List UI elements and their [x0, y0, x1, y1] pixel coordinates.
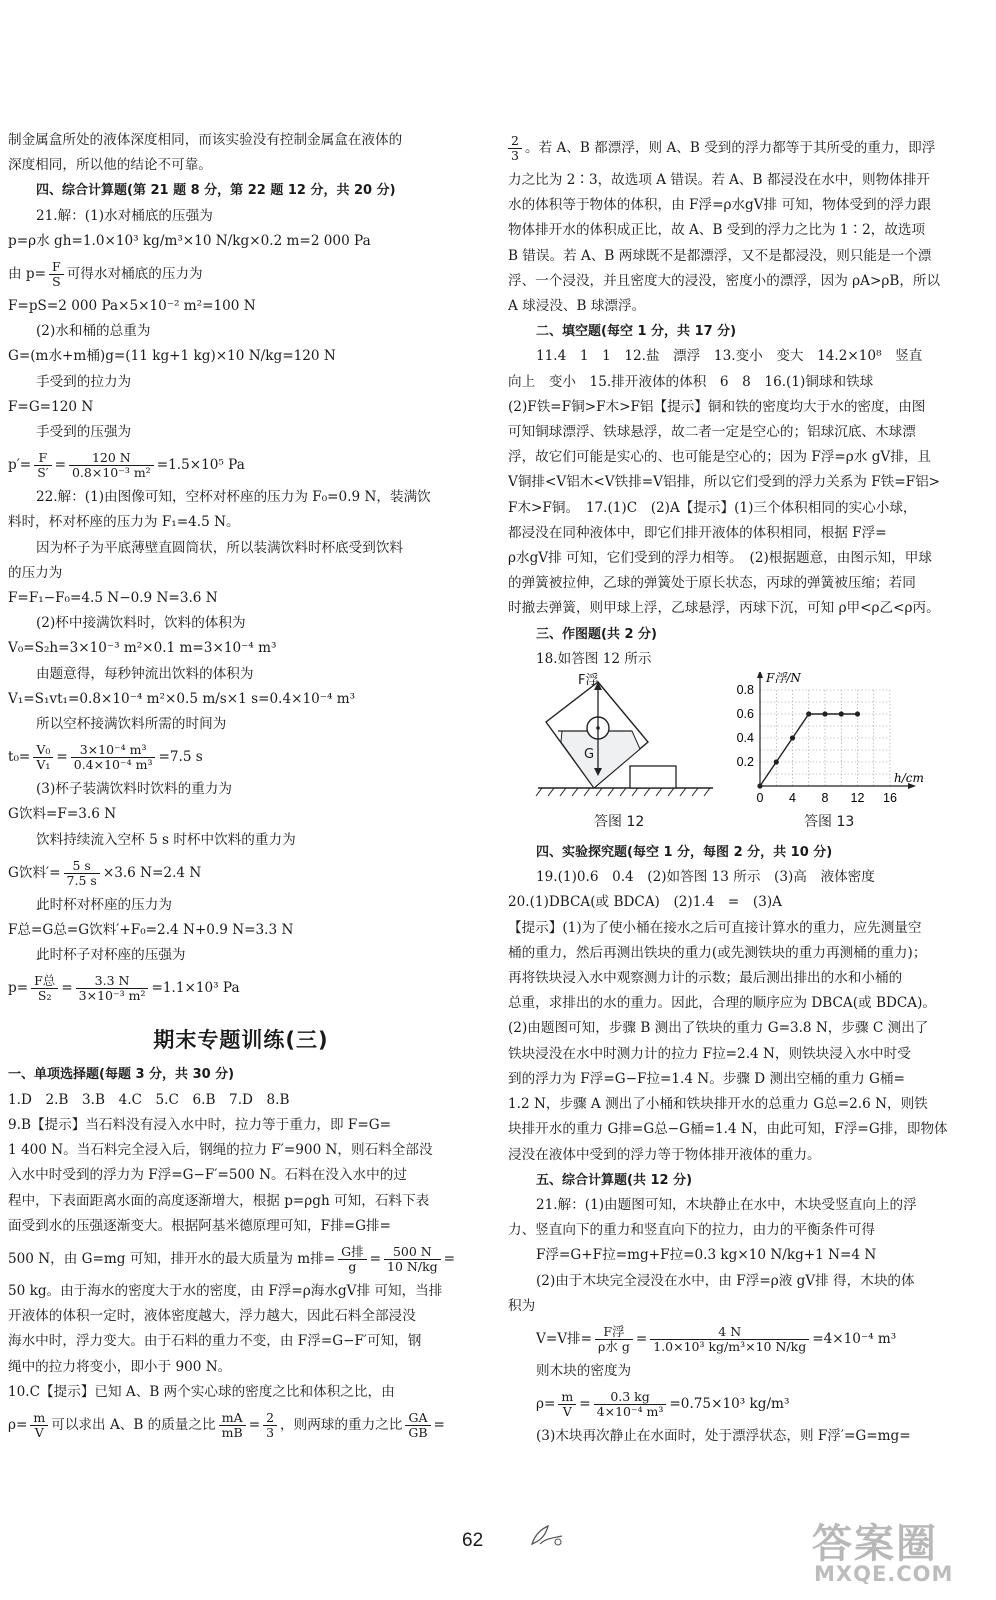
- denominator: S: [52, 274, 61, 290]
- answer-line: 20.(1)DBCA(或 BDCA) (2)1.4 = (3)A: [508, 894, 782, 911]
- section-heading: 一、单项选择题(每题 3 分，共 30 分): [8, 1067, 235, 1083]
- y-tick-label: 0.6: [736, 707, 754, 722]
- text-line: 21.解：(1)水对桶底的压强为: [36, 207, 213, 224]
- formula-line: G饮料=F=3.6 N: [8, 806, 117, 823]
- fraction: [64, 859, 100, 888]
- numerator: 2: [508, 134, 522, 149]
- x-tick-label: 8: [821, 791, 829, 806]
- numerator: m: [558, 1390, 576, 1405]
- fraction: [338, 1245, 367, 1274]
- text-line: B 错误。若 A、B 两球既不是都漂浮，又不是都浸没，则只能是一个漂: [508, 247, 932, 264]
- formula-line: [8, 968, 474, 1008]
- text-line: 浸没在液体中受到的浮力等于物体排开液体的重力。: [508, 1146, 821, 1163]
- numerator: G排: [338, 1245, 367, 1260]
- numerator: F总: [31, 974, 58, 989]
- text-line: 入水中时受到的浮力为 F浮=G−F′=500 N。石料在没入水中的过: [8, 1167, 407, 1184]
- denominator: S₂: [37, 988, 52, 1004]
- fraction: [650, 1325, 809, 1354]
- denominator: ρ水 g: [598, 1338, 630, 1354]
- text-span: ×3.6 N=2.4 N: [102, 864, 202, 881]
- formula-line: [8, 737, 474, 777]
- y-tick-label: 0.2: [736, 755, 754, 770]
- text-line: 【提示】(1)为了使小桶在接水之后可直接计算水的重力，应先测量空: [508, 919, 922, 936]
- data-point: [774, 759, 779, 764]
- numerator: 5 s: [64, 859, 100, 874]
- figure-12-caption: 答图 12: [594, 814, 645, 831]
- text-line: 水的体积等于物体的体积，由 F浮=ρ水gV排 可知，物体受到的浮力跟: [508, 197, 932, 214]
- text-line: 物体排开水的体积成正比，故 A、B 受到的浮力之比为 1∶2，故选项: [508, 222, 926, 239]
- denominator: 3: [266, 1424, 275, 1440]
- answer-line: 向上 变小 15.排开液体的体积 6 8 16.(1)铜球和铁球: [508, 373, 874, 390]
- text-span: 500 N，由 G=mg 可知，排开水的最大质量为 m排=: [8, 1250, 336, 1267]
- text-span: =: [443, 1250, 456, 1267]
- answer-line: 11.4 1 1 12.盐 漂浮 13.变小 变大 14.2×10⁸ 竖直: [536, 348, 923, 365]
- text-line: (2)由题图可知，步骤 B 测出了铁块的重力 G=3.8 N，步骤 C 测出了: [508, 1020, 929, 1037]
- numerator: m: [30, 1411, 48, 1426]
- numerator: F: [49, 260, 64, 275]
- text-line: 的压力为: [8, 564, 63, 581]
- y-axis-arrowhead: [757, 672, 763, 678]
- text-line: 力、竖直向下的重力和竖直向下的拉力，由力的平衡条件可得: [508, 1222, 876, 1239]
- x-axis-label: h/cm: [894, 771, 924, 786]
- chapter-title: 期末专题训练(三): [153, 1028, 329, 1053]
- text-span: =: [433, 1416, 445, 1433]
- chart-grid: [760, 690, 890, 786]
- denominator: 7.5 s: [66, 872, 97, 888]
- y-tick-label: 0.4: [736, 731, 754, 746]
- text-line: 铁块浸没在水中时测力计的拉力 F拉=2.4 N，则铁块浸入水中时受: [508, 1045, 911, 1062]
- watermark-url: MXQE.COM: [814, 1562, 954, 1586]
- text-line: (3)木块再次静止在水面时，处于漂浮状态，则 F浮′=G=mg=: [536, 1428, 911, 1445]
- text-line: A 球浸没、B 球漂浮。: [508, 298, 646, 315]
- text-span: =: [579, 1396, 591, 1413]
- data-point: [757, 783, 762, 788]
- text-line: 饮料持续流入空杯 5 s 时杯中饮料的重力为: [36, 831, 296, 848]
- text-span: 可以求出 A、B 的质量之比: [51, 1416, 216, 1433]
- y-tick-label: 0.8: [736, 683, 754, 698]
- text-line: 18.如答图 12 所示: [536, 650, 652, 667]
- numerator: 120 N: [69, 451, 154, 466]
- text-line: 的弹簧被拉伸，乙球的弹簧处于原长状态，丙球的弹簧被压缩；若同: [508, 575, 916, 592]
- formula-line: [508, 1384, 986, 1424]
- text-line: 块排开水的重力 G排=G总−G桶=1.4 N，由此可知，F浮=G排，即物体: [508, 1121, 948, 1138]
- numerator: 4 N: [650, 1325, 809, 1340]
- x-tick-label: 12: [850, 791, 865, 806]
- text-line: ρ水gV排 可知，它们受到的浮力相等。 (2)根据题意，由图示知，甲球: [508, 550, 932, 567]
- text-line: 浮，故它们可能是实心的、也可能是空心的；因为 F浮=ρ水 gV排，且: [508, 449, 932, 466]
- text-span: t₀=: [8, 749, 31, 766]
- text-line: (2)杯中接满饮料时，饮料的体积为: [36, 615, 246, 632]
- text-span: =4×10⁻⁴ m³: [812, 1330, 897, 1347]
- text-line: 所以空杯接满饮料所需的时间为: [36, 716, 227, 733]
- text-line: 1.2 N，步骤 A 测出了小桶和铁块排开水的总重力 G总=2.6 N，则铁: [508, 1096, 928, 1113]
- figure-13-caption: 答图 13: [804, 814, 855, 831]
- chart-ticks: [737, 672, 924, 805]
- denominator: 10 N/kg: [387, 1258, 438, 1274]
- text-line: 10.C【提示】已知 A、B 两个实心球的密度之比和体积之比，由: [8, 1383, 395, 1400]
- text-line: 手受到的压强为: [36, 424, 132, 441]
- text-span: G饮料′=: [8, 864, 61, 881]
- leaf-ornament-icon: [528, 1522, 568, 1548]
- text-line: 程中，下表面距离水面的高度逐渐增大，根据 p=ρgh 可知，石料下表: [8, 1192, 430, 1209]
- denominator: 3: [511, 148, 519, 163]
- formula-line: [8, 1405, 474, 1445]
- ball-center: [596, 726, 600, 730]
- fraction: [594, 1390, 667, 1419]
- text-line: 此时杯对杯座的压力为: [36, 896, 172, 913]
- text-span: V=V排=: [536, 1330, 593, 1347]
- text-span: =: [248, 1416, 261, 1433]
- formula-line: F=pS=2 000 Pa×5×10⁻² m²=100 N: [8, 298, 256, 315]
- numerator: V₀: [33, 743, 53, 758]
- text-line: V铜排<V铝木<V铁排=V铝排，所以它们受到的浮力关系为 F铁=F铝>: [508, 474, 941, 491]
- denominator: V: [562, 1404, 572, 1420]
- text-line: 此时杯子对杯座的压强为: [36, 947, 186, 964]
- numerator: 3.3 N: [76, 974, 149, 989]
- denominator: GB: [408, 1424, 428, 1440]
- data-point: [806, 711, 811, 716]
- numerator: 500 N: [384, 1245, 441, 1260]
- formula-line: F浮=G+F拉=mg+F拉=0.3 kg×10 N/kg+1 N=4 N: [536, 1247, 877, 1264]
- formula-line: p=ρ水 gh=1.0×10³ kg/m³×10 N/kg×0.2 m=2 000 Pa: [8, 232, 371, 249]
- numerator: mA: [219, 1411, 246, 1426]
- text-span: p′=: [8, 457, 32, 474]
- text-line: 桶的重力，然后再测出铁块的重力(或先测铁块的重力再测桶的重力)；: [508, 944, 927, 961]
- text-line: [508, 128, 986, 168]
- text-line: 9.B【提示】当石料没有浸入水中时，拉力等于重力，即 F=G=: [8, 1116, 392, 1133]
- formula-line: V₀=S₂h=3×10⁻³ m²×0.1 m=3×10⁻⁴ m³: [8, 640, 277, 657]
- formula-line: F=F₁−F₀=4.5 N−0.9 N=3.6 N: [8, 590, 218, 607]
- text-line: (2)由于木块完全浸没在水中，由 F浮=ρ液 gV排 得，木块的体: [536, 1272, 915, 1289]
- text-line: (3)杯子装满饮料时饮料的重力为: [36, 781, 232, 798]
- section-heading: 五、综合计算题(共 12 分): [536, 1172, 693, 1188]
- answer-line: 19.(1)0.6 0.4 (2)如答图 13 所示 (3)高 液体密度: [536, 869, 875, 886]
- page-number: 62: [462, 1530, 484, 1551]
- text-span: 由 p=: [8, 266, 47, 283]
- text-span: =0.75×10³ kg/m³: [669, 1396, 790, 1413]
- text-span: 可得水对桶底的压力为: [66, 266, 203, 283]
- text-line: 都浸没在同种液体中，即它们排开液体的体积相同，根据 F浮=: [508, 524, 887, 541]
- formula-line: [8, 254, 474, 294]
- text-span: p=: [8, 980, 29, 997]
- answer-line: 1.D 2.B 3.B 4.C 5.C 6.B 7.D 8.B: [8, 1091, 290, 1108]
- fraction: [71, 743, 156, 772]
- fraction: [219, 1411, 246, 1440]
- text-line: 开液体的体积一定时，液体密度越大，浮力越大，因此石料全部浸没: [8, 1308, 416, 1325]
- numerator: GA: [405, 1411, 430, 1426]
- figures-row: [508, 672, 986, 840]
- text-line: 浮、一个浸没，并且密度大的浸没，密度小的漂浮，因为 ρA>ρB，所以: [508, 272, 941, 289]
- text-line: 22.解：(1)由图像可知，空杯对杯座的压力为 F₀=0.9 N，装满饮: [36, 489, 431, 506]
- numerator: 3×10⁻⁴ m³: [71, 743, 156, 758]
- text-line: 到的浮力为 F浮=G−F拉=1.4 N。步骤 D 测出空桶的重力 G桶=: [508, 1070, 905, 1087]
- fraction: [69, 451, 154, 480]
- text-line: F木>F铜。 17.(1)C (2)A【提示】(1)三个体积相同的实心小球，: [508, 499, 917, 516]
- data-point: [839, 711, 844, 716]
- text-line: 时撤去弹簧，则甲球上浮，乙球悬浮，丙球下沉，可知 ρ甲<ρ乙<ρ丙。: [508, 600, 940, 617]
- section-heading: 二、填空题(每空 1 分，共 17 分): [536, 324, 737, 340]
- section-heading: 四、综合计算题(第 21 题 8 分，第 22 题 12 分，共 20 分): [36, 183, 396, 199]
- text-span: =: [56, 749, 68, 766]
- figure-13-chart: [726, 672, 956, 812]
- text-line: 制金属盒所处的液体深度相同，而该实验没有控制金属盒在液体的: [8, 132, 403, 148]
- text-line: 21.解：(1)由题图可知，木块静止在水中，木块受竖直向上的浮: [536, 1196, 917, 1213]
- denominator: 1.0×10³ kg/m³×10 N/kg: [653, 1338, 807, 1354]
- data-point: [790, 735, 795, 740]
- text-span: =1.1×10³ Pa: [151, 980, 240, 997]
- numerator: F: [34, 451, 51, 466]
- x-tick-label: 16: [883, 791, 897, 806]
- text-line: 深度相同，所以他的结论不可靠。: [8, 157, 212, 174]
- fraction: [33, 743, 53, 772]
- formula-line: F=G=120 N: [8, 398, 94, 415]
- text-line: 1 400 N。当石料完全浸入后，钢绳的拉力 F′=900 N，则石料全部没: [8, 1142, 433, 1159]
- text-span: ρ=: [536, 1396, 556, 1413]
- text-line: 可知铜球漂浮、铁球悬浮，故二者一定是空心的；铝球沉底、木球漂: [508, 424, 916, 441]
- fraction: [34, 451, 51, 480]
- text-span: 。若 A、B 都漂浮，则 A、B 受到的浮力都等于其所受的重力，即浮: [524, 140, 936, 156]
- fraction: [263, 1411, 277, 1440]
- x-tick-label: 0: [756, 791, 764, 806]
- chart-axes: [757, 672, 916, 789]
- text-line: 因为杯子为平底薄壁直圆筒状，所以装满饮料时杯底受到饮料: [36, 539, 404, 556]
- formula-line: [508, 1319, 986, 1359]
- y-axis-label: F浮/N: [766, 672, 801, 686]
- fraction: [76, 974, 149, 1003]
- text-line: 面受到水的压强逐渐变大。根据阿基米德原理可知，F排=G排=: [8, 1217, 391, 1234]
- text-line: 海水中时，浮力变大。由于石料的重力不变，由 F浮=G−F′可知，钢: [8, 1333, 422, 1350]
- force-label-gravity: G: [584, 747, 595, 763]
- fraction: [384, 1245, 441, 1274]
- section-heading: 四、实验探究题(每空 1 分，每图 2 分，共 10 分): [536, 845, 833, 861]
- numerator: F浮: [595, 1325, 633, 1340]
- text-line: (2)F铁=F铜>F木>F铝【提示】铜和铁的密度均大于水的密度，由图: [508, 398, 926, 415]
- denominator: V₁: [36, 757, 51, 773]
- left-column: [8, 128, 474, 1445]
- data-point: [822, 711, 827, 716]
- text-span: =: [54, 457, 66, 474]
- denominator: 0.8×10⁻³ m²: [71, 465, 151, 481]
- formula-line: [8, 853, 474, 893]
- denominator: 0.4×10⁻⁴ m³: [73, 757, 153, 773]
- formula-line: F总=G总=G饮料′+F₀=2.4 N+0.9 N=3.3 N: [8, 922, 294, 939]
- fraction: [558, 1390, 576, 1419]
- data-point: [855, 711, 860, 716]
- text-line: 手受到的拉力为: [36, 373, 132, 390]
- formula-line: G=(m水+m桶)g=(11 kg+1 kg)×10 N/kg=120 N: [8, 348, 336, 365]
- fraction: [49, 260, 64, 289]
- x-tick-label: 4: [789, 791, 796, 806]
- force-label-buoyancy: F浮: [578, 673, 599, 689]
- formula-line: [8, 445, 474, 485]
- text-span: ，则两球的重力之比: [280, 1416, 403, 1433]
- denominator: S′: [37, 465, 49, 481]
- watermark-text: 答案圈: [812, 1521, 938, 1567]
- text-line: 再将铁块浸入水中观察测力计的示数；最后测出排出的水和小桶的: [508, 970, 903, 987]
- fraction: [595, 1325, 633, 1354]
- text-line: (2)水和桶的总重为: [36, 323, 151, 340]
- denominator: V: [34, 1424, 44, 1440]
- fraction: [508, 134, 522, 163]
- fraction: [405, 1411, 430, 1440]
- text-line: 由题意得，每秒钟流出饮料的体积为: [36, 665, 254, 682]
- text-span: ρ=: [8, 1416, 28, 1433]
- text-span: =1.5×10⁵ Pa: [156, 457, 245, 474]
- denominator: g: [348, 1258, 357, 1274]
- text-span: =7.5 s: [158, 749, 203, 766]
- formula-line: [8, 1239, 474, 1279]
- right-column: [508, 128, 986, 1449]
- numerator: 2: [263, 1411, 277, 1426]
- denominator: 4×10⁻⁴ m³: [596, 1404, 664, 1420]
- figure-12-diagram: [528, 676, 718, 804]
- text-line: 积为: [508, 1297, 536, 1314]
- text-span: =: [369, 1250, 382, 1267]
- text-span: =: [61, 980, 73, 997]
- ground-hatch: [536, 788, 710, 796]
- numerator: 0.3 kg: [594, 1390, 667, 1405]
- denominator: 3×10⁻³ m²: [78, 988, 146, 1004]
- text-line: 力之比为 2∶3，故选项 A 错误。若 A、B 都浸没在水中，则物体排开: [508, 172, 930, 188]
- text-line: 则木块的密度为: [536, 1362, 632, 1379]
- text-line: 50 kg。由于海水的密度大于水的密度，由 F浮=ρ海水gV排 可知，当排: [8, 1282, 443, 1299]
- text-span: =: [635, 1330, 648, 1347]
- text-line: 绳中的拉力将变小，即小于 900 N。: [8, 1358, 232, 1375]
- fraction: [30, 1411, 48, 1440]
- section-heading: 三、作图题(共 2 分): [536, 626, 657, 642]
- formula-line: V₁=S₁vt₁=0.8×10⁻⁴ m²×0.5 m/s×1 s=0.4×10⁻⁴ m³: [8, 690, 356, 707]
- denominator: mB: [221, 1424, 243, 1440]
- fraction: [31, 974, 58, 1003]
- watermark: [808, 1512, 986, 1592]
- text-line: 料时，杯对杯座的压力为 F₁=4.5 N。: [8, 514, 240, 531]
- text-line: 总重，求排出的水的重力。因此，合理的顺序应为 DBCA(或 BDCA)。: [508, 995, 936, 1012]
- support-block: [630, 766, 676, 788]
